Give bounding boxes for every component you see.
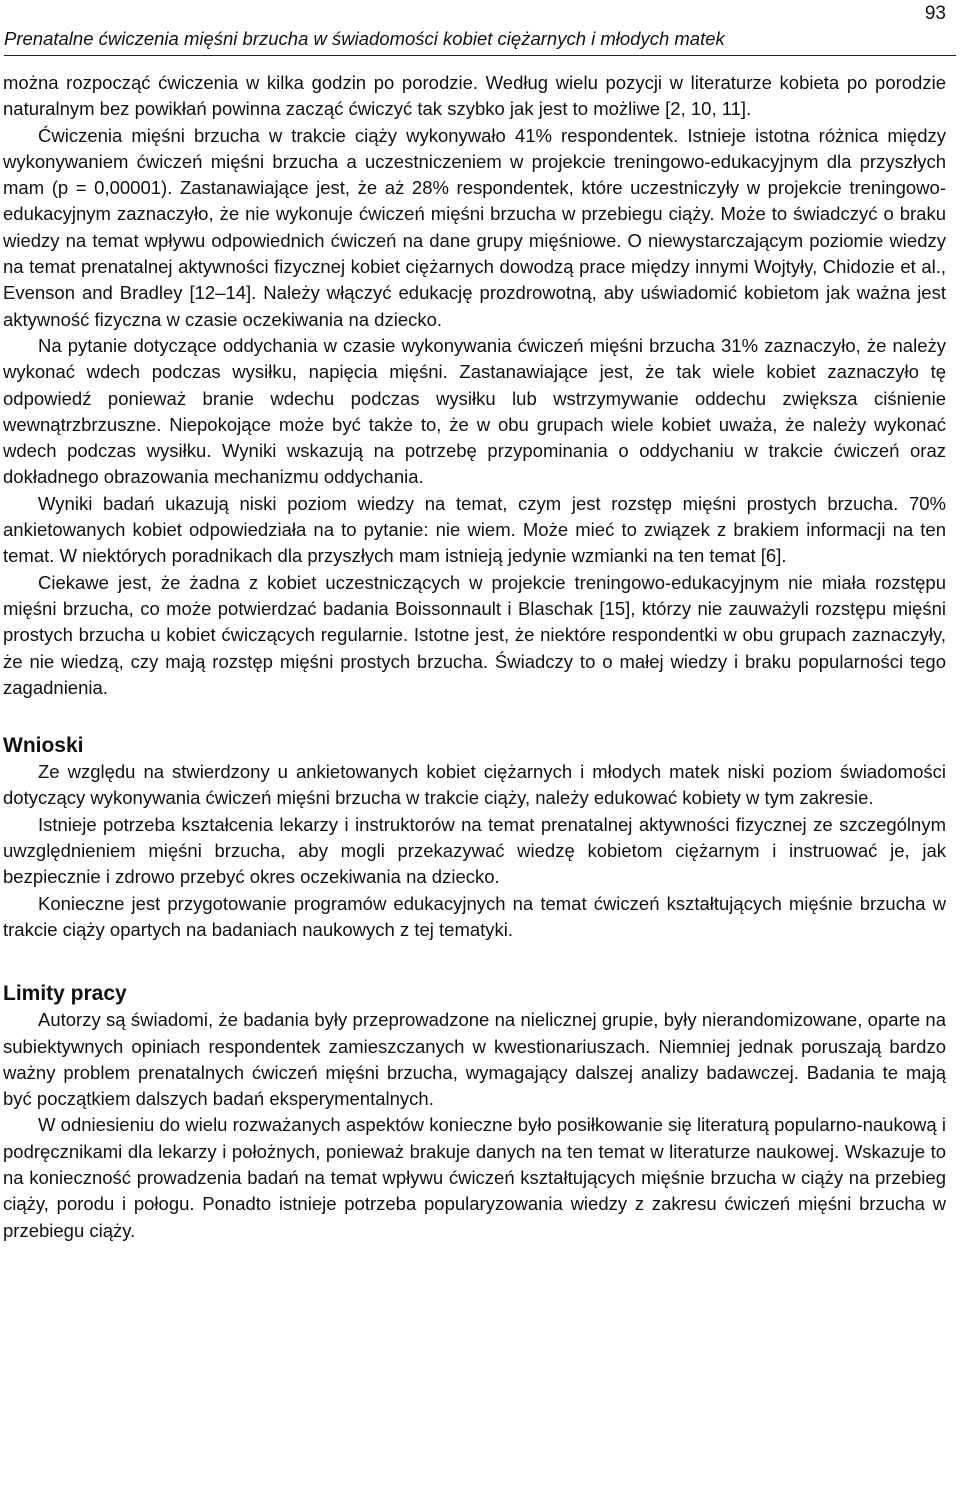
body-paragraph: można rozpocząć ćwiczenia w kilka godzin po porodzie. Według wielu pozycji w literaturze kobieta po porodzie naturalnym bez powikłań powinna zacząć ćwiczyć tak szybko jak jest to możliwe [2, 10, 11]. (3, 72, 946, 120)
running-header: Prenatalne ćwiczenia mięśni brzucha w świadomości kobiet ciężarnych i młodych matek (4, 28, 956, 56)
conclusions-paragraph: Istnieje potrzeba kształcenia lekarzy i instruktorów na temat prenatalnej aktywności fizycznej ze szczególnym uwzględnieniem mięśni brzucha, aby mogli przekazywać wiedzę kobietom ciężarnym i instruować je, jak bezpiecznie i zdrowo przebyć okres oczekiwania na dziecko. (3, 813, 946, 888)
limitations-heading: Limity pracy (3, 982, 127, 1006)
conclusions-paragraph: Ze względu na stwierdzony u ankietowanych kobiet ciężarnych i młodych matek niski poziom świadomości dotyczący wykonywania ćwiczeń mięśni brzucha w trakcie ciąży, należy edukować kobiety w tym zakresie. (3, 761, 946, 809)
conclusions-paragraph: Konieczne jest przygotowanie programów edukacyjnych na temat ćwiczeń kształtujących mięśnie brzucha w trakcie ciąży opartych na badaniach naukowych z tej tematyki. (3, 892, 946, 940)
body-paragraph: Ciekawe jest, że żadna z kobiet uczestniczących w projekcie treningowo-edukacyjnym nie miała rozstępu mięśni brzucha, co może potwierdzać badania Boissonnault i Blaschak [15], którzy nie zauważyli rozstępu mięśni prostych brzucha u kobiet ćwiczących regularnie. Istotne jest, że niektóre respondentki w obu grupach zaznaczyły, że nie wiedzą, czy mają rozstęp mięśni prostych brzucha. Świadczy to o małej wiedzy i braku popularności tego zagadnienia. (3, 571, 946, 698)
article-body (3, 70, 946, 1244)
limitations-paragraph: W odniesieniu do wielu rozważanych aspektów konieczne było posiłkowanie się literaturą popularno-naukową i podręcznikami dla lekarzy i położnych, ponieważ brakuje danych na ten temat w literaturze naukowej. Wskazuje to na konieczność prowadzenia badań na temat wpływu ćwiczeń kształtujących mięśnie brzucha w ciąży na przebieg ciąży, porodu i połogu. Ponadto istnieje potrzeba popularyzowania wiedzy z zakresu ćwiczeń mięśni brzucha w przebiegu ciąży. (3, 1114, 946, 1241)
page-number: 93 (924, 3, 946, 24)
limitations-paragraph: Autorzy są świadomi, że badania były przeprowadzone na nielicznej grupie, były nierandomizowane, oparte na subiektywnych opiniach respondentek zamieszczanych w kwestionariuszach. Niemniej jednak poruszają bardzo ważny problem prenatalnych ćwiczeń mięśni brzucha, wymagający dalszej analizy badawczej. Badania te mają być początkiem dalszych badań eksperymentalnych. (3, 1009, 946, 1110)
body-paragraph: Na pytanie dotyczące oddychania w czasie wykonywania ćwiczeń mięśni brzucha 31% zaznaczyło, że należy wykonać wdech podczas wysiłku, napięcia mięśni. Zastanawiające jest, że tak wiele kobiet zaznaczyło tę odpowiedź ponieważ branie wdechu podczas wysiłku lub wstrzymywanie oddechu zwiększa ciśnienie wewnątrzbrzuszne. Niepokojące może być także to, że w obu grupach wiele kobiet uważa, że należy wykonać wdech podczas wysiłku. Wyniki wskazują na potrzebę przypominania o oddychaniu w trakcie ćwiczeń oraz dokładnego obrazowania mechanizmu oddychania. (3, 334, 946, 488)
body-paragraph: Wyniki badań ukazują niski poziom wiedzy na temat, czym jest rozstęp mięśni prostych brzucha. 70% ankietowanych kobiet odpowiedziała na to pytanie: nie wiem. Może mieć to związek z brakiem informacji na ten temat. W niektórych poradnikach dla przyszłych mam istnieją jedynie wzmianki na ten temat [6]. (3, 492, 946, 567)
conclusions-heading: Wnioski (3, 734, 84, 758)
body-paragraph: Ćwiczenia mięśni brzucha w trakcie ciąży wykonywało 41% respondentek. Istnieje istotna różnica między wykonywaniem ćwiczeń mięśni brzucha a uczestniczeniem w projekcie treningowo-edukacyjnym dla przyszłych mam (p = 0,00001). Zastanawiające jest, że aż 28% respondentek, które uczestniczyły w projekcie treningowo-edukacyjnym zaznaczyło, że nie wykonuje ćwiczeń mięśni brzucha w przebiegu ciąży. Może to świadczyć o braku wiedzy na temat wpływu odpowiednich ćwiczeń na dane grupy mięśniowe. O niewystarczającym poziomie wiedzy na temat prenatalnej aktywności fizycznej kobiet ciężarnych dowodzą prace między innymi Wojtyły, Chidozie et al., Evenson and Bradley [12–14]. Należy włączyć edukację prozdrowotną, aby uświadomić kobietom jak ważna jest aktywność fizyczna w czasie oczekiwania na dziecko. (3, 124, 946, 330)
